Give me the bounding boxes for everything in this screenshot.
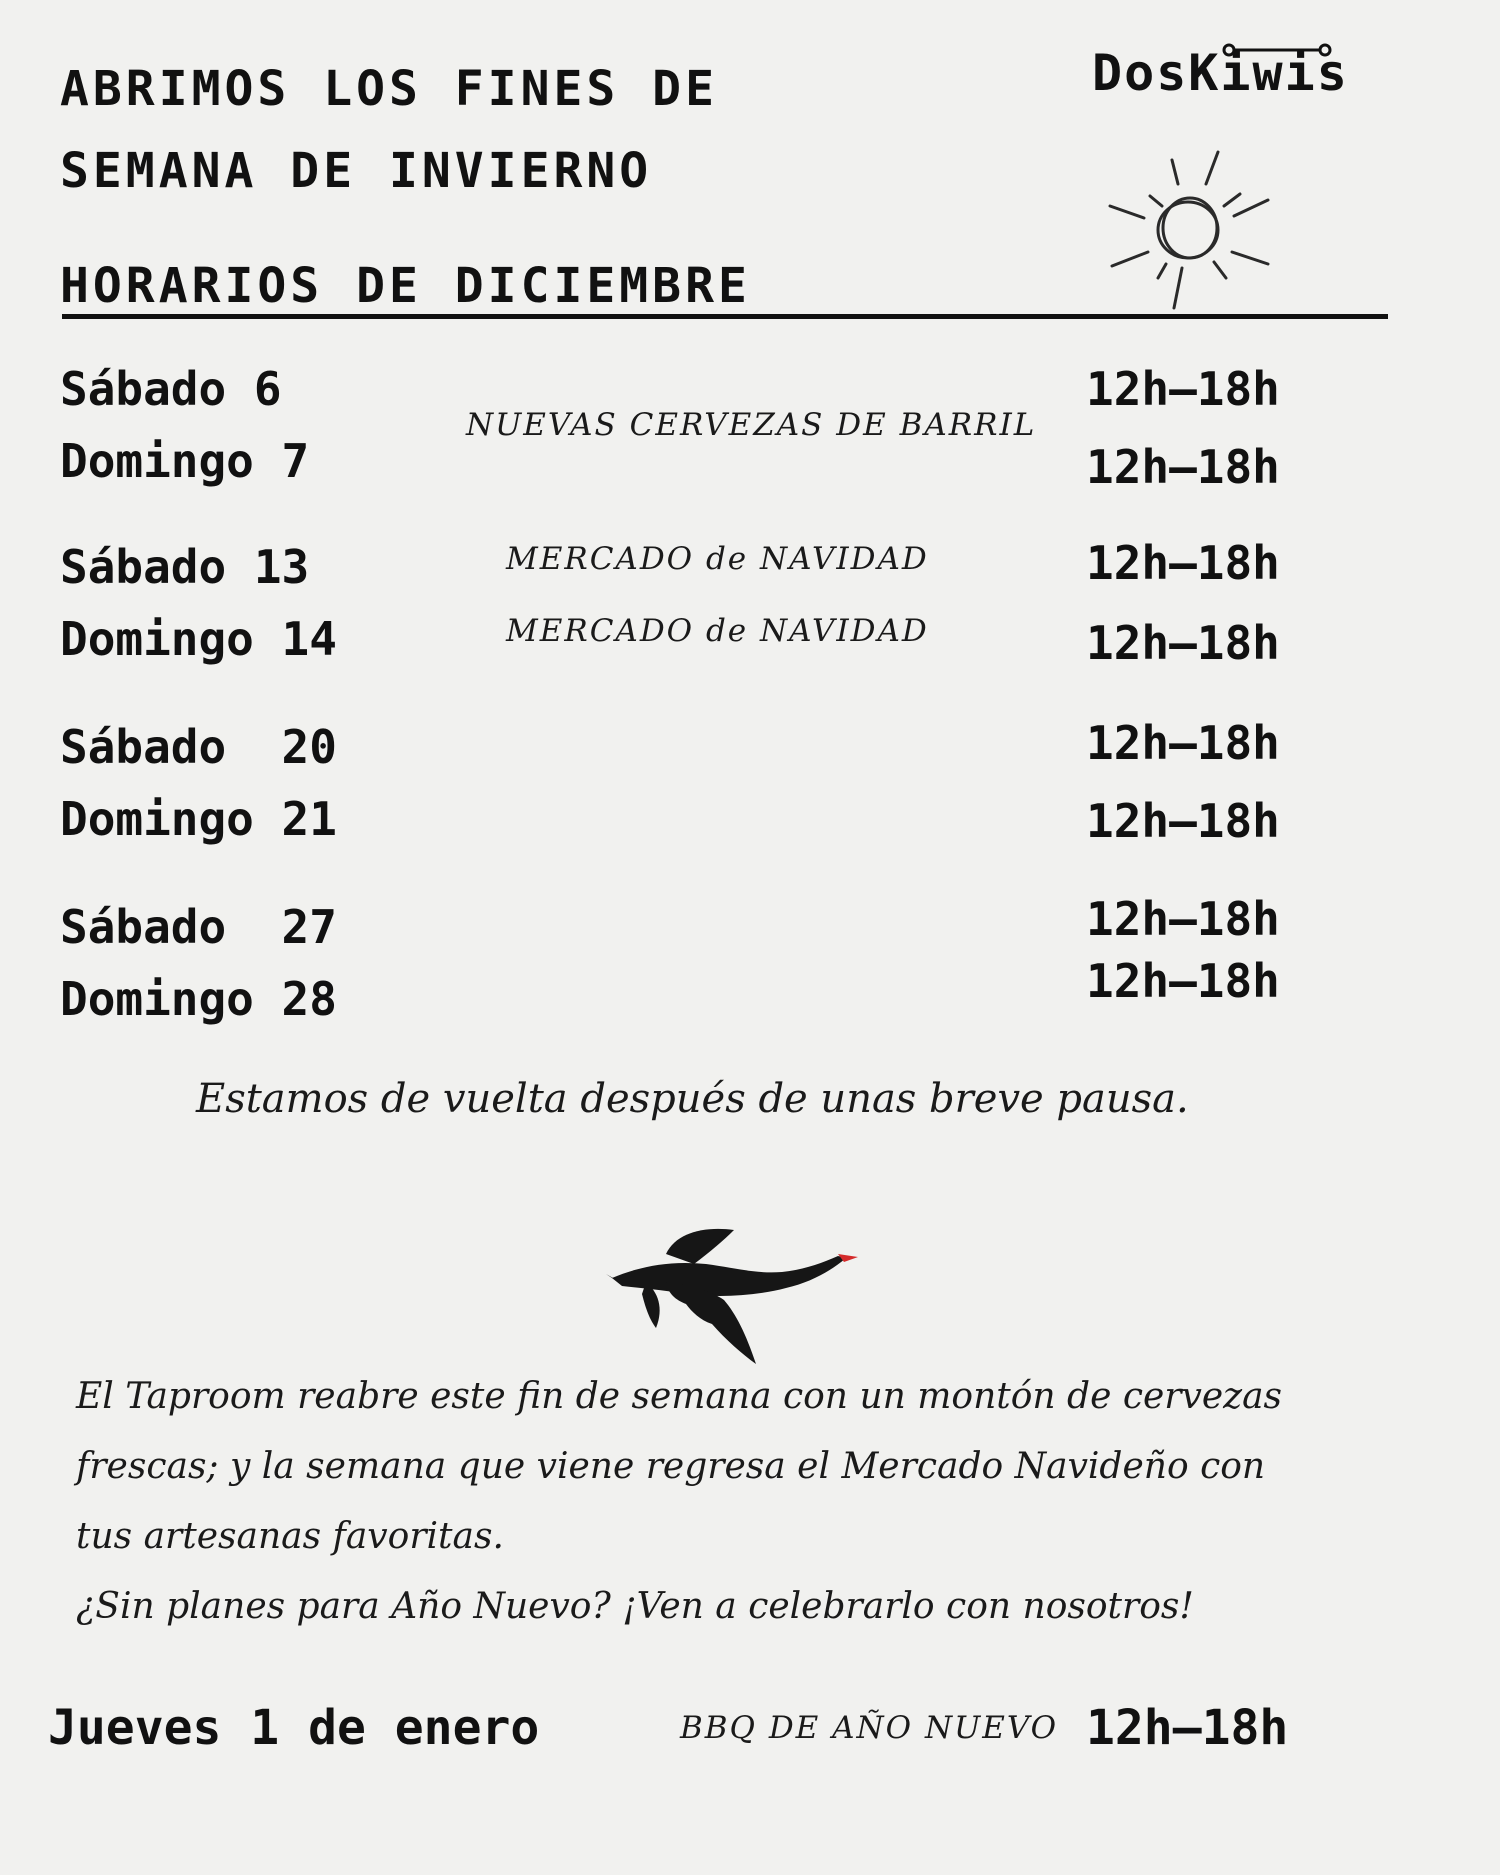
brand-logo: DosKiwis — [1092, 44, 1349, 102]
schedule-hours: 12h—18h — [1086, 716, 1280, 770]
month-title: HORARIOS DE DICIEMBRE — [60, 258, 751, 314]
headline-line-2: SEMANA DE INVIERNO — [60, 143, 653, 199]
message-line: frescas; y la semana que viene regresa el Mercado Navideño con — [76, 1446, 1266, 1487]
schedule-day: Domingo 7 — [60, 434, 310, 488]
schedule-day: Sábado 27 — [60, 900, 337, 954]
schedule-day: Domingo 21 — [60, 792, 337, 846]
schedule-hours: 12h—18h — [1086, 794, 1280, 848]
event-note: MERCADO de NAVIDAD — [506, 613, 929, 649]
special-note: BBQ DE AÑO NUEVO — [680, 1710, 1059, 1746]
schedule-day: Sábado 6 — [60, 362, 282, 416]
headline — [60, 48, 718, 212]
message-line: tus artesanas favoritas. — [76, 1516, 504, 1557]
schedule-hours: 12h—18h — [1086, 892, 1280, 946]
headline-line-1: ABRIMOS LOS FINES DE — [60, 61, 718, 117]
event-note: NUEVAS CERVEZAS DE BARRIL — [466, 407, 1037, 443]
schedule-hours: 12h—18h — [1086, 440, 1280, 494]
message-line: ¿Sin planes para Año Nuevo? ¡Ven a celebrarlo con nosotros! — [76, 1586, 1194, 1627]
schedule-hours: 12h—18h — [1086, 536, 1280, 590]
schedule-hours: 12h—18h — [1086, 616, 1280, 670]
kiwi-glasses-icon — [1220, 40, 1340, 66]
message — [76, 1362, 1396, 1642]
schedule-day: Sábado 13 — [60, 540, 310, 594]
schedule-day: Sábado 20 — [60, 720, 337, 774]
schedule-hours: 12h—18h — [1086, 954, 1280, 1008]
message-line: El Taproom reabre este fin de semana con un montón de cervezas — [76, 1376, 1283, 1417]
divider — [62, 314, 1388, 319]
tagline: Estamos de vuelta después de unas breve pausa. — [196, 1076, 1189, 1122]
swan-illustration — [606, 1224, 866, 1374]
special-hours: 12h—18h — [1086, 1700, 1289, 1756]
schedule-day: Domingo 28 — [60, 972, 337, 1026]
sun-icon — [1100, 148, 1280, 318]
schedule-hours: 12h—18h — [1086, 362, 1280, 416]
schedule-day: Domingo 14 — [60, 612, 337, 666]
event-note: MERCADO de NAVIDAD — [506, 541, 929, 577]
special-day: Jueves 1 de enero — [48, 1700, 540, 1756]
